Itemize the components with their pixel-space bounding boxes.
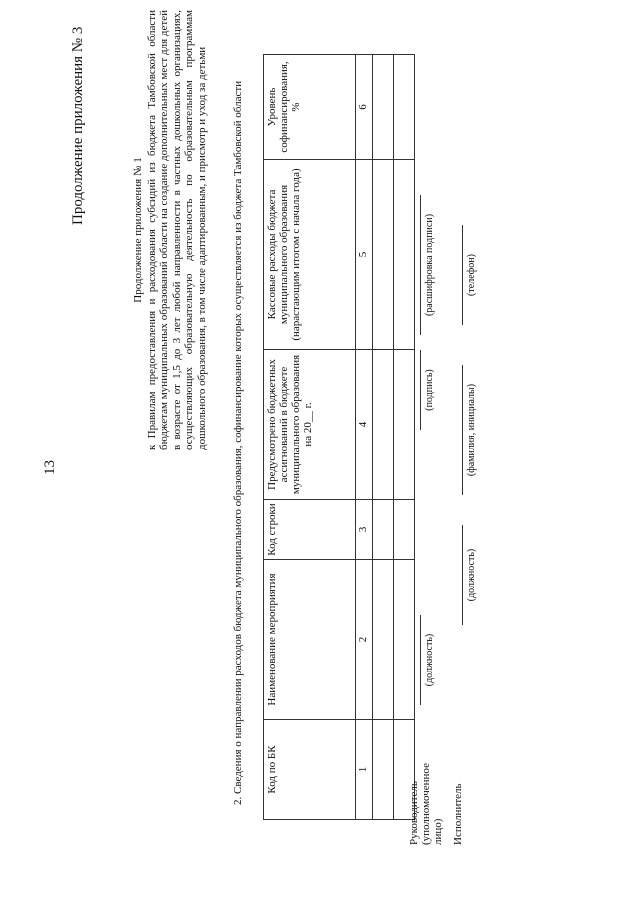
head-label: Руководитель (уполномоченное лицо) xyxy=(408,763,444,845)
table-row xyxy=(373,55,394,820)
expenditure-table xyxy=(263,54,415,820)
appendix1-continuation-block xyxy=(132,10,208,450)
signature-line xyxy=(420,350,421,430)
executor-label: Исполнитель xyxy=(452,783,464,845)
name-caption: (фамилия, инициалы) xyxy=(466,383,477,477)
header-cofinancing-level: Уровень софинансирования, % xyxy=(264,55,356,160)
column-number: 1 xyxy=(356,720,373,820)
section-2-title: 2. Сведения о направлении расходов бюджета муниципального образования, софинансирование которых осуществляется из бюджета Тамбовской области xyxy=(232,80,244,805)
page-number: 13 xyxy=(42,460,58,475)
position-caption: (должность) xyxy=(424,633,435,687)
column-number: 3 xyxy=(356,500,373,560)
column-number: 6 xyxy=(356,55,373,160)
phone-line xyxy=(462,225,463,325)
column-number: 5 xyxy=(356,160,373,350)
table-number-row xyxy=(356,55,373,820)
appendix1-rules-reference: к Правилам предоставления и расходования субсидий из бюджета Тамбовской области бюджетам муниципальных образований области на создание дополнительных мест для детей в возрасте от 1,5 до 3 лет любой направленности в частных дошкольных организациях, осуществляющих образовательную деятельность по образовательным программам дошкольного образования, в том числе адаптированным, и присмотр и уход за детьми xyxy=(145,10,208,450)
appendix1-continuation-header: Продолжение приложения № 1 xyxy=(132,157,144,303)
executor-position-caption: (должность) xyxy=(466,548,477,602)
header-cash-expenditure: Кассовые расходы бюджета муниципального образования (нарастающим итогом с начала года) xyxy=(264,160,356,350)
header-bk-code: Код по БК xyxy=(264,720,356,820)
table-row xyxy=(394,55,415,820)
table-header-row xyxy=(264,55,356,820)
header-planned-allocations: Предусмотрено бюджетных ассигнований в бюджете муниципального образования на 20__ г. xyxy=(264,350,356,500)
decoding-line xyxy=(420,195,421,335)
header-line-code: Код строки xyxy=(264,500,356,560)
name-line xyxy=(462,365,463,495)
appendix3-continuation-title: Продолжение приложения № 3 xyxy=(70,26,86,225)
executor-position-line xyxy=(462,525,463,625)
column-number: 4 xyxy=(356,350,373,500)
phone-caption: (телефон) xyxy=(466,254,477,296)
column-number: 2 xyxy=(356,560,373,720)
signature-caption: (подпись) xyxy=(424,369,435,411)
position-line xyxy=(420,615,421,705)
header-activity-name: Наименование мероприятия xyxy=(264,560,356,720)
decoding-caption: (расшифровка подписи) xyxy=(424,213,435,317)
